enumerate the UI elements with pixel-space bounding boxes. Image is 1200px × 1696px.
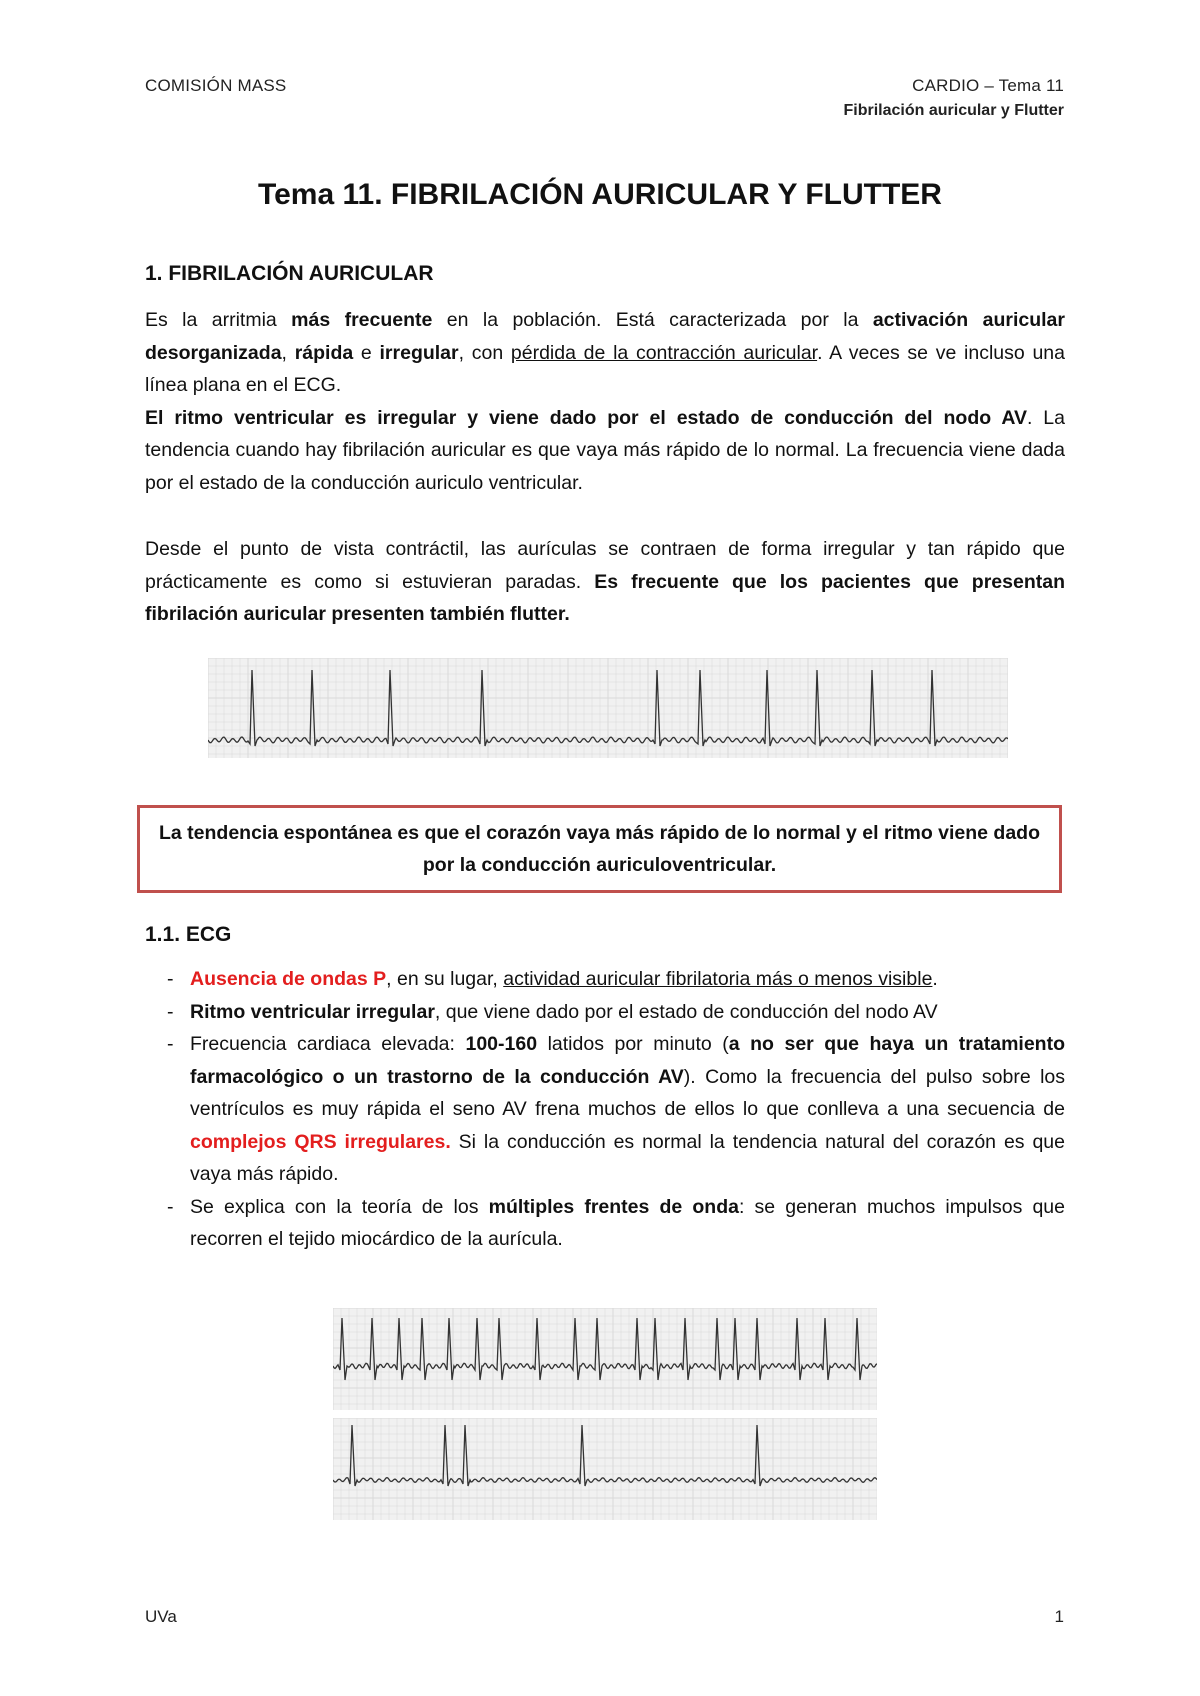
underlined-run: pérdida de la contracción auricular [510,341,818,364]
bullet-dash: - [167,1195,174,1218]
section-heading-1-1: 1.1. ECG [145,923,232,946]
ecg-strip-icon [333,1308,877,1410]
bold-run: 100-160 [465,1033,538,1055]
bold-run: rápida [294,341,354,364]
text-run: e [353,341,380,364]
text-run: . [932,968,938,990]
bullet-dash: - [167,968,174,990]
bold-run: múltiples frentes de onda [488,1195,739,1218]
bold-run: Es frecuente que los pacientes que presentan fibrilación auricular presenten también flutter. [145,570,1065,625]
page-number: 1 [1054,1607,1064,1626]
bold-run: irregular [379,341,459,364]
text-run: en la población. Está caracterizada por la [432,309,873,331]
text-run: ). Como la frecuencia del pulso sobre los ventrículos es muy rápida el seno AV frena muchos de ellos lo que conlleva a una secuencia de [190,1065,1066,1120]
header-left: COMISIÓN MASS [145,76,287,95]
text-run: Desde el punto de vista contráctil, las aurículas se contraen de forma irregular y tan rápido que prácticamente es como si estuvieran paradas. [145,538,1065,593]
paragraph-1 [145,304,1065,499]
bold-run: Ritmo ventricular irregular [190,1000,435,1023]
bold-run: activación auricular desorganizada [145,309,1065,364]
bold-run: más frecuente [291,309,433,331]
list-item [145,996,1065,1029]
ecg-strip-figure-2 [333,1308,877,1410]
footer-left: UVa [145,1607,177,1626]
list-item [145,1191,1065,1256]
text-run: . La tendencia cuando hay fibrilación auricular es que vaya más rápido de lo normal. La frecuencia viene dada por el estado de la conducción auriculo ventricular. [145,406,1065,494]
header-right: CARDIO – Tema 11 [912,76,1064,95]
underlined-run: actividad auricular fibrilatoria más o menos visible [503,968,933,990]
bold-run: a no ser que haya un tratamiento farmacológico o un trastorno de la conducción AV [190,1033,1065,1088]
text-run: latidos por minuto ( [537,1033,729,1055]
text-run: Es la arritmia [145,309,292,331]
header-subtitle: Fibrilación auricular y Flutter [843,102,1064,119]
bold-run: El ritmo ventricular es irregular y viene dado por el estado de conducción del nodo AV [145,406,1027,429]
text-run: , en su lugar, [386,968,504,990]
ecg-strip-figure-1 [208,658,1008,758]
text-run: , con [458,341,511,364]
text-run: Se explica con la teoría de los [190,1195,489,1218]
bullet-dash: - [167,1033,174,1055]
paragraph-2 [145,533,1065,631]
red-bold-run: Ausencia de ondas P [190,968,387,990]
section-heading-1: 1. FIBRILACIÓN AURICULAR [145,262,434,285]
text-run: , que viene dado por el estado de conducción del nodo AV [434,1000,938,1023]
text-run: Si la conducción es normal la tendencia natural del corazón es que vaya más rápido. [190,1130,1065,1185]
text-run: : se generan muchos impulsos que recorren el tejido miocárdico de la aurícula. [190,1195,1065,1250]
text-run: . A veces se ve incluso una línea plana en el ECG. [145,341,1065,396]
bullet-dash: - [167,1000,174,1023]
document-title: Tema 11. FIBRILACIÓN AURICULAR Y FLUTTER [258,178,942,211]
ecg-strip-icon [333,1418,877,1520]
ecg-strip-icon [208,658,1008,758]
ecg-strip-figure-3 [333,1418,877,1520]
red-bold-run: complejos QRS irregulares. [190,1130,451,1153]
ecg-bullet-list [145,963,1065,1256]
text-run: Frecuencia cardiaca elevada: [190,1033,466,1055]
list-item [145,1028,1065,1191]
text-run: , [281,341,295,364]
callout-box: La tendencia espontánea es que el corazón vaya más rápido de lo normal y el ritmo viene dado por la conducción auriculoventricular. [137,805,1062,893]
list-item [145,963,1065,996]
